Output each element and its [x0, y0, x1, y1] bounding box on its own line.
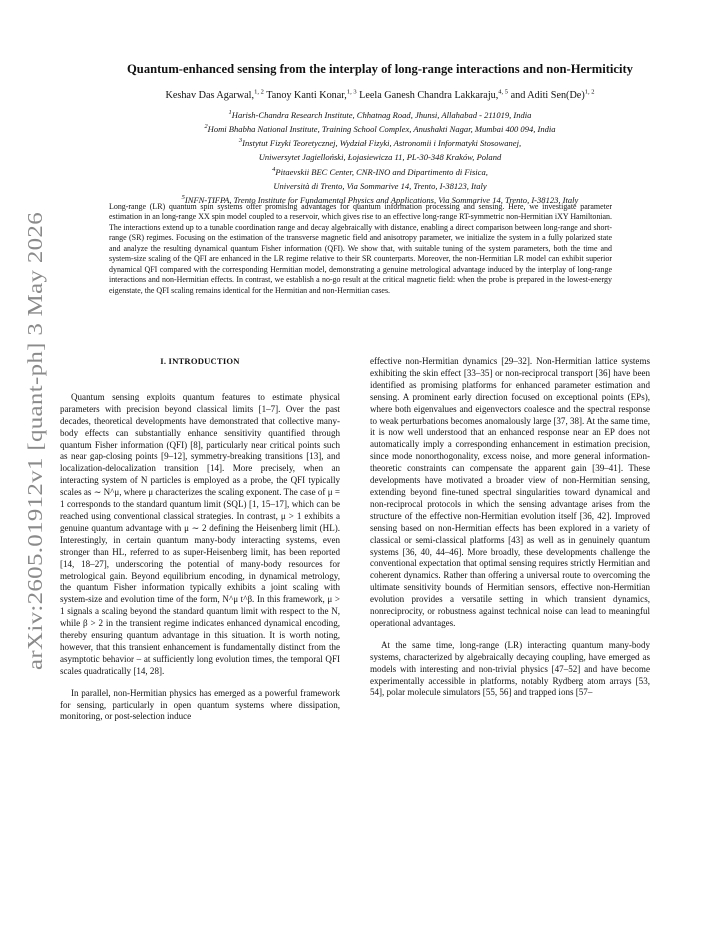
- arxiv-stamp-text: arXiv:2605.01912v1 [quant-ph] 3 May 2026: [23, 274, 47, 670]
- author: Keshav Das Agarwal,$^{1, 2}$: [165, 89, 264, 102]
- left-column: [60, 356, 340, 723]
- affiliations: [60, 107, 700, 206]
- paragraph: At the same time, long-range (LR) interacting quantum many-body systems, characterized by algebraically decaying coupling, have emerged as models with interesting and non-trivial physics [47–52] and have become experimentally accessible in platforms, notably Rydberg atom arrays [53, 54], polar molecule simulators [55, 56] and trapped ions [57–: [370, 639, 650, 698]
- affiliation: $^3$Instytut Fizyki Teoretycznej, Wydział Fizyki, Astronomii i Informatyki Stosowanej,: [238, 137, 522, 149]
- affiliation: Università di Trento, Via Sommarive 14, Trento, I-38123, Italy: [273, 180, 487, 191]
- section-heading: I. INTRODUCTION: [160, 356, 240, 366]
- arxiv-stamp: [14, 200, 54, 680]
- paragraph: In parallel, non-Hermitian physics has emerged as a powerful framework for sensing, particularly in open quantum systems where dissipation, monitoring, or post-selection induce: [60, 687, 340, 722]
- paper-title: Quantum-enhanced sensing from the interplay of long-range interactions and non-Hermiticity: [127, 62, 633, 76]
- affiliation: $^2$Homi Bhabha National Institute, Training School Complex, Anushakti Nagar, Mumbai 400 094, India: [204, 123, 556, 134]
- author: Leela Ganesh Chandra Lakkaraju,$^{4, 5}$: [359, 89, 509, 102]
- affiliation: Uniwersytet Jagielloński, Łojasiewicza 11, PL-30-348 Kraków, Poland: [258, 152, 502, 163]
- author-list: [60, 89, 700, 101]
- abstract: Long-range (LR) quantum spin systems offer promising advantages for quantum information processing and sensing. Here, we investigate parameter estimation in an long-range XX spin model coupled to a reservoir, which gives rise to an effective long-range RT-symmetric non-Hermitian iXY Hamiltonian. The interactions extend up to a tunable coordination range and decay algebraically with distance, enabling a direct comparison between long-range and short-range (SR) regimes. Focusing on the estimation of the transverse magnetic field and anisotropy parameter, we initialize the system in a fully polarized state and analyze the resulting dynamical quantum Fisher information (QFI). We show that, with suitable tuning of the system parameters, both the time and system-size scaling of the QFI are enhanced in the LR regime relative to their SR counterparts. Moreover, the non-Hermitian LR model can exhibit superior dynamical QFI compared with the corresponding Hermitian model, demonstrating a genuine metrological advantage induced by the interplay of long-range interactions and non-Hermitian effects. In contrast, we establish a no-go result at the critical magnetic field: when the probe is prepared in the lowest-energy eigenstate, the QFI scaling remains identical for the Hermitian and non-Hermitian cases.: [109, 202, 612, 295]
- paragraph: Quantum sensing exploits quantum features to estimate physical parameters with precision beyond classical limits [1–7]. Over the past decades, theoretical developments have demonstrated that collective many-body effects can substantially enhance sensitivity quantified through quantum Fisher information (QFI) [8], particularly near critical points such as near gap-closing points [9–12], symmetry-breaking transitions [13], and localization-delocalization transition [14]. More precisely, when an interacting system of N particles is employed as a probe, the QFI typically scales as ∼ N^μ, where μ characterizes the scaling exponent. The case of μ = 1 corresponds to the standard quantum limit (SQL) [1, 15–17], which can be reached using conventional classical strategies. In contrast, μ > 1 exhibits a genuine quantum advantage with μ ∼ 2 defining the Heisenberg limit (HL). Interestingly, in certain quantum many-body interacting systems, even stronger than HL, referred to as super-Heisenberg limit, has been reported [14, 18–27], underscoring the potential of many-body resources for metrological gain. Beyond equilibrium encoding, in dynamical metrology, the quantum Fisher information typically exhibits a joint scaling with system-size and evolution time of the form, N^μ t^β. In this framework, μ > 1 signals a scaling beyond the standard quantum limit with respect to the N, while β > 2 in the transient regime indicates enhanced dynamical encoding, thereby ensuring quantum advantage in this situation. It is worth noting, however, that this transient enhancement is fundamentally distinct from the asymptotic behavior – at sufficiently long evolution times, the temporal QFI scales quadratically [14, 28].: [60, 391, 340, 676]
- affiliation: $^1$Harish-Chandra Research Institute, Chhatnag Road, Jhunsi, Allahabad - 211019, India: [228, 109, 532, 120]
- author: and Aditi $Sen(De)^{1, 2}$: [510, 89, 595, 102]
- affiliation: $^5$INFN-TIFPA, Trento Institute for Fundamental Physics and Applications, Via Sommarive 14, Trento, I-38123, Italy: [181, 193, 579, 205]
- affiliation: $^4$Pitaevskii BEC Center, CNR-INO and Dipartimento di Fisica,: [272, 165, 488, 177]
- author: Tanoy Kanti Konar,$^{1, 3}$: [266, 89, 357, 102]
- right-column: [370, 356, 650, 699]
- paragraph: effective non-Hermitian dynamics [29–32]. Non-Hermitian lattice systems exhibiting the skin effect [33–35] or non-reciprocal transport [36] have been identified as promising platforms for enhanced parameter estimation and sensing. A prominent early direction focused on exceptional points (EPs), where both eigenvalues and eigenvectors coalesce and the spectral response to weak perturbations becomes anomalously large [37, 38]. At the same time, it is now well understood that an enhanced response near an EP does not automatically imply a corresponding enhancement in estimation precision, since mode nonorthogonality, excess noise, and more general information-theoretic constraints can compensate the apparent gain [39–41]. These developments have motivated a broader view of non-Hermitian sensing, extending beyond fine-tuned spectral singularities toward dynamical and non-reciprocal protocols in which the sensing advantage arises from the structure of the effective non-Hermitian evolution itself [36, 42]. Improved sensing based on non-Hermitian effects has been explored in a variety of classical or semi-classical platforms [43] as well as in genuinely quantum systems [36, 40, 44–46]. More broadly, these developments challenge the conventional expectation that optimal sensing requires strictly Hermitian and coherent dynamics. Rather than offering a universal route to overcoming the ultimate sensitivity bounds of Hermitian sensors, effective non-Hermitian evolution provides a versatile setting in which transient dynamics, nonreciprocity, or robustness against technical noise can lead to meaningful operational advantages.: [370, 356, 650, 628]
